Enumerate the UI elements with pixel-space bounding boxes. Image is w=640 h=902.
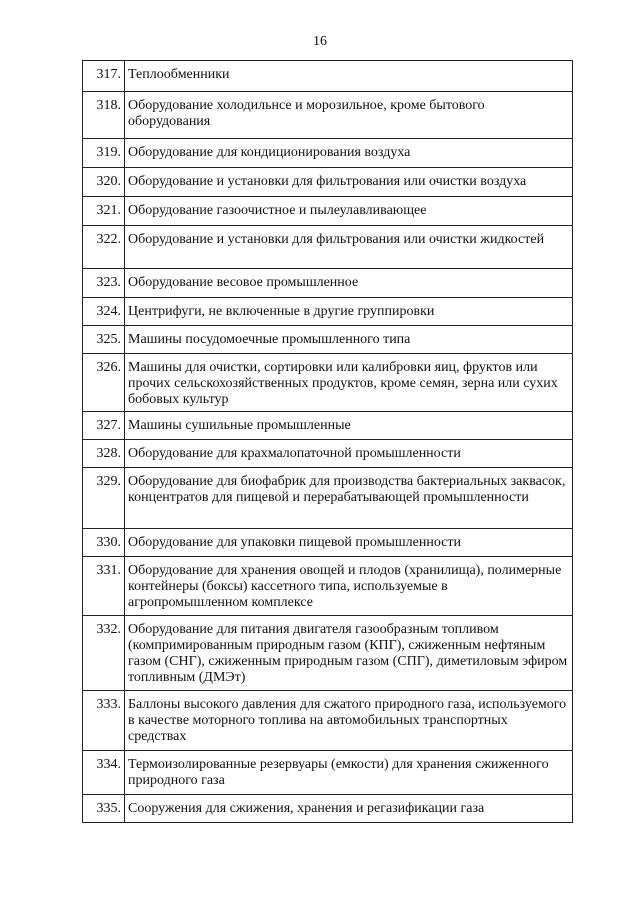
table-row xyxy=(83,298,573,326)
row-text: Сооружения для сжижения, хранения и регазификации газа xyxy=(125,795,573,823)
row-text: Теплообменники xyxy=(125,61,573,92)
table-row xyxy=(83,139,573,168)
row-number: 330. xyxy=(83,529,125,557)
row-number: 321. xyxy=(83,197,125,226)
row-number: 328. xyxy=(83,440,125,468)
row-number: 325. xyxy=(83,326,125,354)
row-number: 333. xyxy=(83,691,125,751)
row-text: Машины сушильные промышленные xyxy=(125,412,573,440)
table-row xyxy=(83,197,573,226)
row-number: 324. xyxy=(83,298,125,326)
row-text: Оборудование холодильнсе и морозильное, кроме бытового оборудования xyxy=(125,92,573,139)
row-number: 323. xyxy=(83,269,125,298)
table-row xyxy=(83,226,573,269)
table-row xyxy=(83,557,573,616)
table-row xyxy=(83,326,573,354)
row-number: 335. xyxy=(83,795,125,823)
table-row xyxy=(83,440,573,468)
row-text: Оборудование и установки для фильтрования или очистки воздуха xyxy=(125,168,573,197)
equipment-list-table xyxy=(82,60,573,823)
row-number: 331. xyxy=(83,557,125,616)
row-text: Оборудование для упаковки пищевой промышленности xyxy=(125,529,573,557)
row-number: 327. xyxy=(83,412,125,440)
table-row xyxy=(83,61,573,92)
row-text: Оборудование для питания двигателя газообразным топливом (компримированным природным газом (КПГ), сжиженным нефтяным газом (СНГ), сжиженным природным газом (СПГ), диметиловым эфиром топливным (ДМЭт) xyxy=(125,616,573,691)
row-text: Оборудование весовое промышленное xyxy=(125,269,573,298)
row-number: 322. xyxy=(83,226,125,269)
table-row xyxy=(83,412,573,440)
row-text: Оборудование для хранения овощей и плодов (хранилища), полимерные контейнеры (боксы) кассетного типа, используемые в агропромышленном комплексе xyxy=(125,557,573,616)
row-number: 318. xyxy=(83,92,125,139)
table-row xyxy=(83,269,573,298)
row-text: Термоизолированные резервуары (емкости) для хранения сжиженного природного газа xyxy=(125,751,573,795)
row-text: Центрифуги, не включенные в другие группировки xyxy=(125,298,573,326)
table-row xyxy=(83,529,573,557)
table-row xyxy=(83,468,573,529)
row-text: Оборудование газоочистное и пылеулавливающее xyxy=(125,197,573,226)
row-text: Оборудование для кондиционирования воздуха xyxy=(125,139,573,168)
row-text: Машины для очистки, сортировки или калибровки яиц, фруктов или прочих сельскохозяйственных продуктов, кроме семян, зерна или сухих бобовых культур xyxy=(125,354,573,412)
table-row xyxy=(83,751,573,795)
row-number: 320. xyxy=(83,168,125,197)
row-number: 326. xyxy=(83,354,125,412)
row-text: Машины посудомоечные промышленного типа xyxy=(125,326,573,354)
table-row xyxy=(83,168,573,197)
table-row xyxy=(83,795,573,823)
table-row xyxy=(83,354,573,412)
table-row xyxy=(83,616,573,691)
page-number: 16 xyxy=(313,34,327,49)
table-row xyxy=(83,691,573,751)
row-number: 332. xyxy=(83,616,125,691)
row-text: Оборудование и установки для фильтрования или очистки жидкостей xyxy=(125,226,573,269)
row-text: Баллоны высокого давления для сжатого природного газа, используемого в качестве моторного топлива на автомобильных транспортных средствах xyxy=(125,691,573,751)
row-number: 317. xyxy=(83,61,125,92)
row-number: 334. xyxy=(83,751,125,795)
row-text: Оборудование для биофабрик для производства бактериальных заквасок, концентратов для пищевой и перерабатывающей промышленности xyxy=(125,468,573,529)
row-text: Оборудование для крахмалопаточной промышленности xyxy=(125,440,573,468)
row-number: 329. xyxy=(83,468,125,529)
row-number: 319. xyxy=(83,139,125,168)
table-row xyxy=(83,92,573,139)
